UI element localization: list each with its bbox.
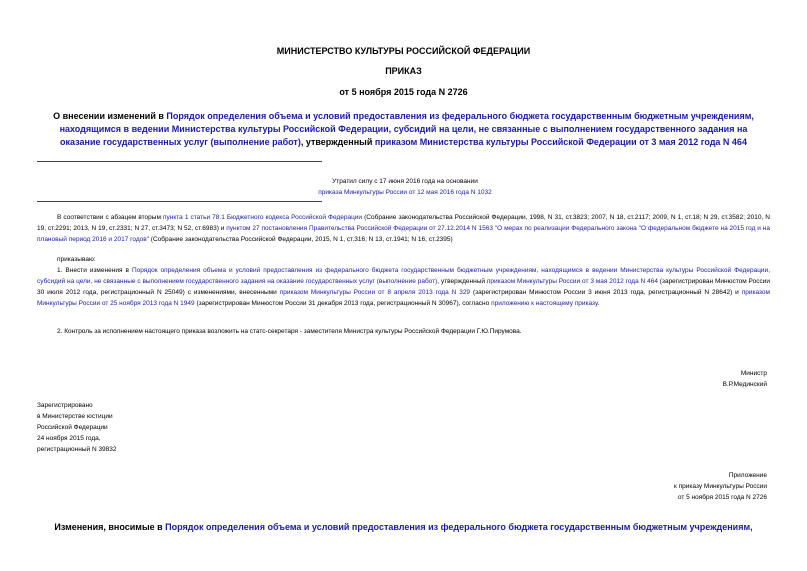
item1-text-6: . [597, 300, 600, 307]
signature-block [723, 368, 767, 390]
lost-force-note [300, 176, 510, 198]
item1-link-prikaz-1949[interactable]: приказом Минкультуры России от 25 ноября 2013 года N 1949 [37, 289, 771, 307]
item1-text-4: (зарегистрирован Минюстом России 3 июня 2013 года, регистрационный N 28642) и [470, 289, 742, 296]
item-2-paragraph: 2. Контроль за исполнением настоящего приказа возложить на статс-секретаря - заместителя Министра культуры Российской Федерации Г.Ю.Пирумова. [57, 328, 522, 335]
registration-line-3: Российской Федерации [37, 424, 108, 431]
lost-force-text: Утратил силу с 17 июня 2016 года на основании [332, 178, 478, 185]
signature-role: Министр [740, 370, 767, 377]
registration-line-1: Зарегистрировано [37, 402, 93, 409]
appendix-line-1: Приложение [728, 472, 767, 479]
basis-link-government-decree[interactable]: пунктом 27 постановления Правительства Российской Федерации от 27.12.2014 N 1563 "О мерах по реализации Федерального закона "О федеральном бюджете на 2015 год и на плановый период 2016 и 2017 годов" [37, 225, 770, 243]
item1-text-2: , утвержденный [437, 278, 487, 285]
appendix-line-2: к приказу Минкультуры России [674, 483, 767, 490]
doc-type-heading: ПРИКАЗ [385, 66, 422, 76]
title-link-prikaz[interactable]: приказом Министерства культуры Российской Федерации от 3 мая 2012 года N 464 [374, 137, 747, 147]
date-number-heading: от 5 ноября 2015 года N 2726 [339, 87, 468, 97]
registration-block [37, 400, 117, 455]
title-prefix: О внесении изменений в [53, 111, 167, 121]
item-1-paragraph [37, 265, 770, 309]
item1-link-appendix[interactable]: приложению к настоящему приказу [491, 300, 598, 307]
item1-text-3: (зарегистрирован Минюстом России 30 июля 2012 года, регистрационный N 25049) с изменениями, внесенными [37, 278, 770, 296]
registration-line-5: регистрационный N 39832 [37, 446, 117, 453]
basis-link-budget-code[interactable]: пункта 1 статьи 78.1 Бюджетного кодекса Российской Федерации [162, 214, 363, 221]
signature-name: В.Р.Мединский [722, 381, 767, 388]
prikazyvayu-line: приказываю: [57, 256, 96, 263]
appendix-title [0, 522, 807, 532]
item1-link-prikaz-329[interactable]: приказом Минкультуры России от 8 апреля 2013 года N 329 [279, 289, 471, 296]
ministry-heading: МИНИСТЕРСТВО КУЛЬТУРЫ РОССИЙСКОЙ ФЕДЕРАЦИИ [276, 46, 531, 56]
item1-text-5: (зарегистрирован Минюстом России 31 декабря 2013 года, регистрационный N 30967), согласно [194, 300, 492, 307]
appendix-title-link[interactable]: Порядок определения объема и условий предоставления из федерального бюджета государственным бюджетным учреждениям, [165, 522, 753, 532]
appendix-title-prefix: Изменения, вносимые в [54, 522, 166, 532]
item1-link-order[interactable]: Порядок определения объема и условий предоставления из федерального бюджета государственным бюджетным учреждениям, находящимся в ведении Министерства культуры Российской Федерации, субсидий на цели, не связанные с выполнением государственного задания на оказание государственных услуг (выполнение работ) [37, 267, 770, 285]
lost-force-link[interactable]: приказа Минкультуры России от 12 мая 2016 года N 1032 [318, 189, 492, 196]
basis-paragraph [37, 212, 770, 245]
title-middle: , утвержденный [300, 137, 375, 147]
item1-text-1: 1. Внести изменения в [57, 267, 132, 274]
appendix-block [674, 470, 767, 503]
divider-top [37, 161, 322, 162]
basis-text-2: (Собрание законодательства Российской Федерации, 1998, N 31, ст.3823; 2007, N 18, ст.2117; 2009, N 1, ст.18; N 29, ст.3582; 2010, N 19, ст.2291; 2013, N 19, ст.2331; N 27, ст.3473; N 52, ст.6983) и [37, 214, 770, 232]
title-link-order[interactable]: Порядок определения объема и условий предоставления из федерального бюджета государственным бюджетным учреждениям, находящимся в ведении Министерства культуры Российской Федерации, субсидий на цели, не связанные с выполнением государственного задания на оказание государственных услуг (выполнение работ) [59, 111, 754, 147]
basis-text-3: (Собрание законодательства Российской Федерации, 2015, N 1, ст.316; N 13, ст.1941; N 16, ст.2395) [148, 236, 453, 243]
appendix-line-3: от 5 ноября 2015 года N 2726 [677, 494, 767, 501]
registration-line-2: в Министерстве юстиции [37, 413, 113, 420]
document-title [50, 110, 757, 149]
item1-link-prikaz-464[interactable]: приказом Минкультуры России от 3 мая 2012 года N 464 [486, 278, 658, 285]
basis-text-1: В соответствии с абзацем вторым [57, 214, 163, 221]
registration-line-4: 24 ноября 2015 года, [37, 435, 101, 442]
divider-bottom [37, 201, 322, 202]
